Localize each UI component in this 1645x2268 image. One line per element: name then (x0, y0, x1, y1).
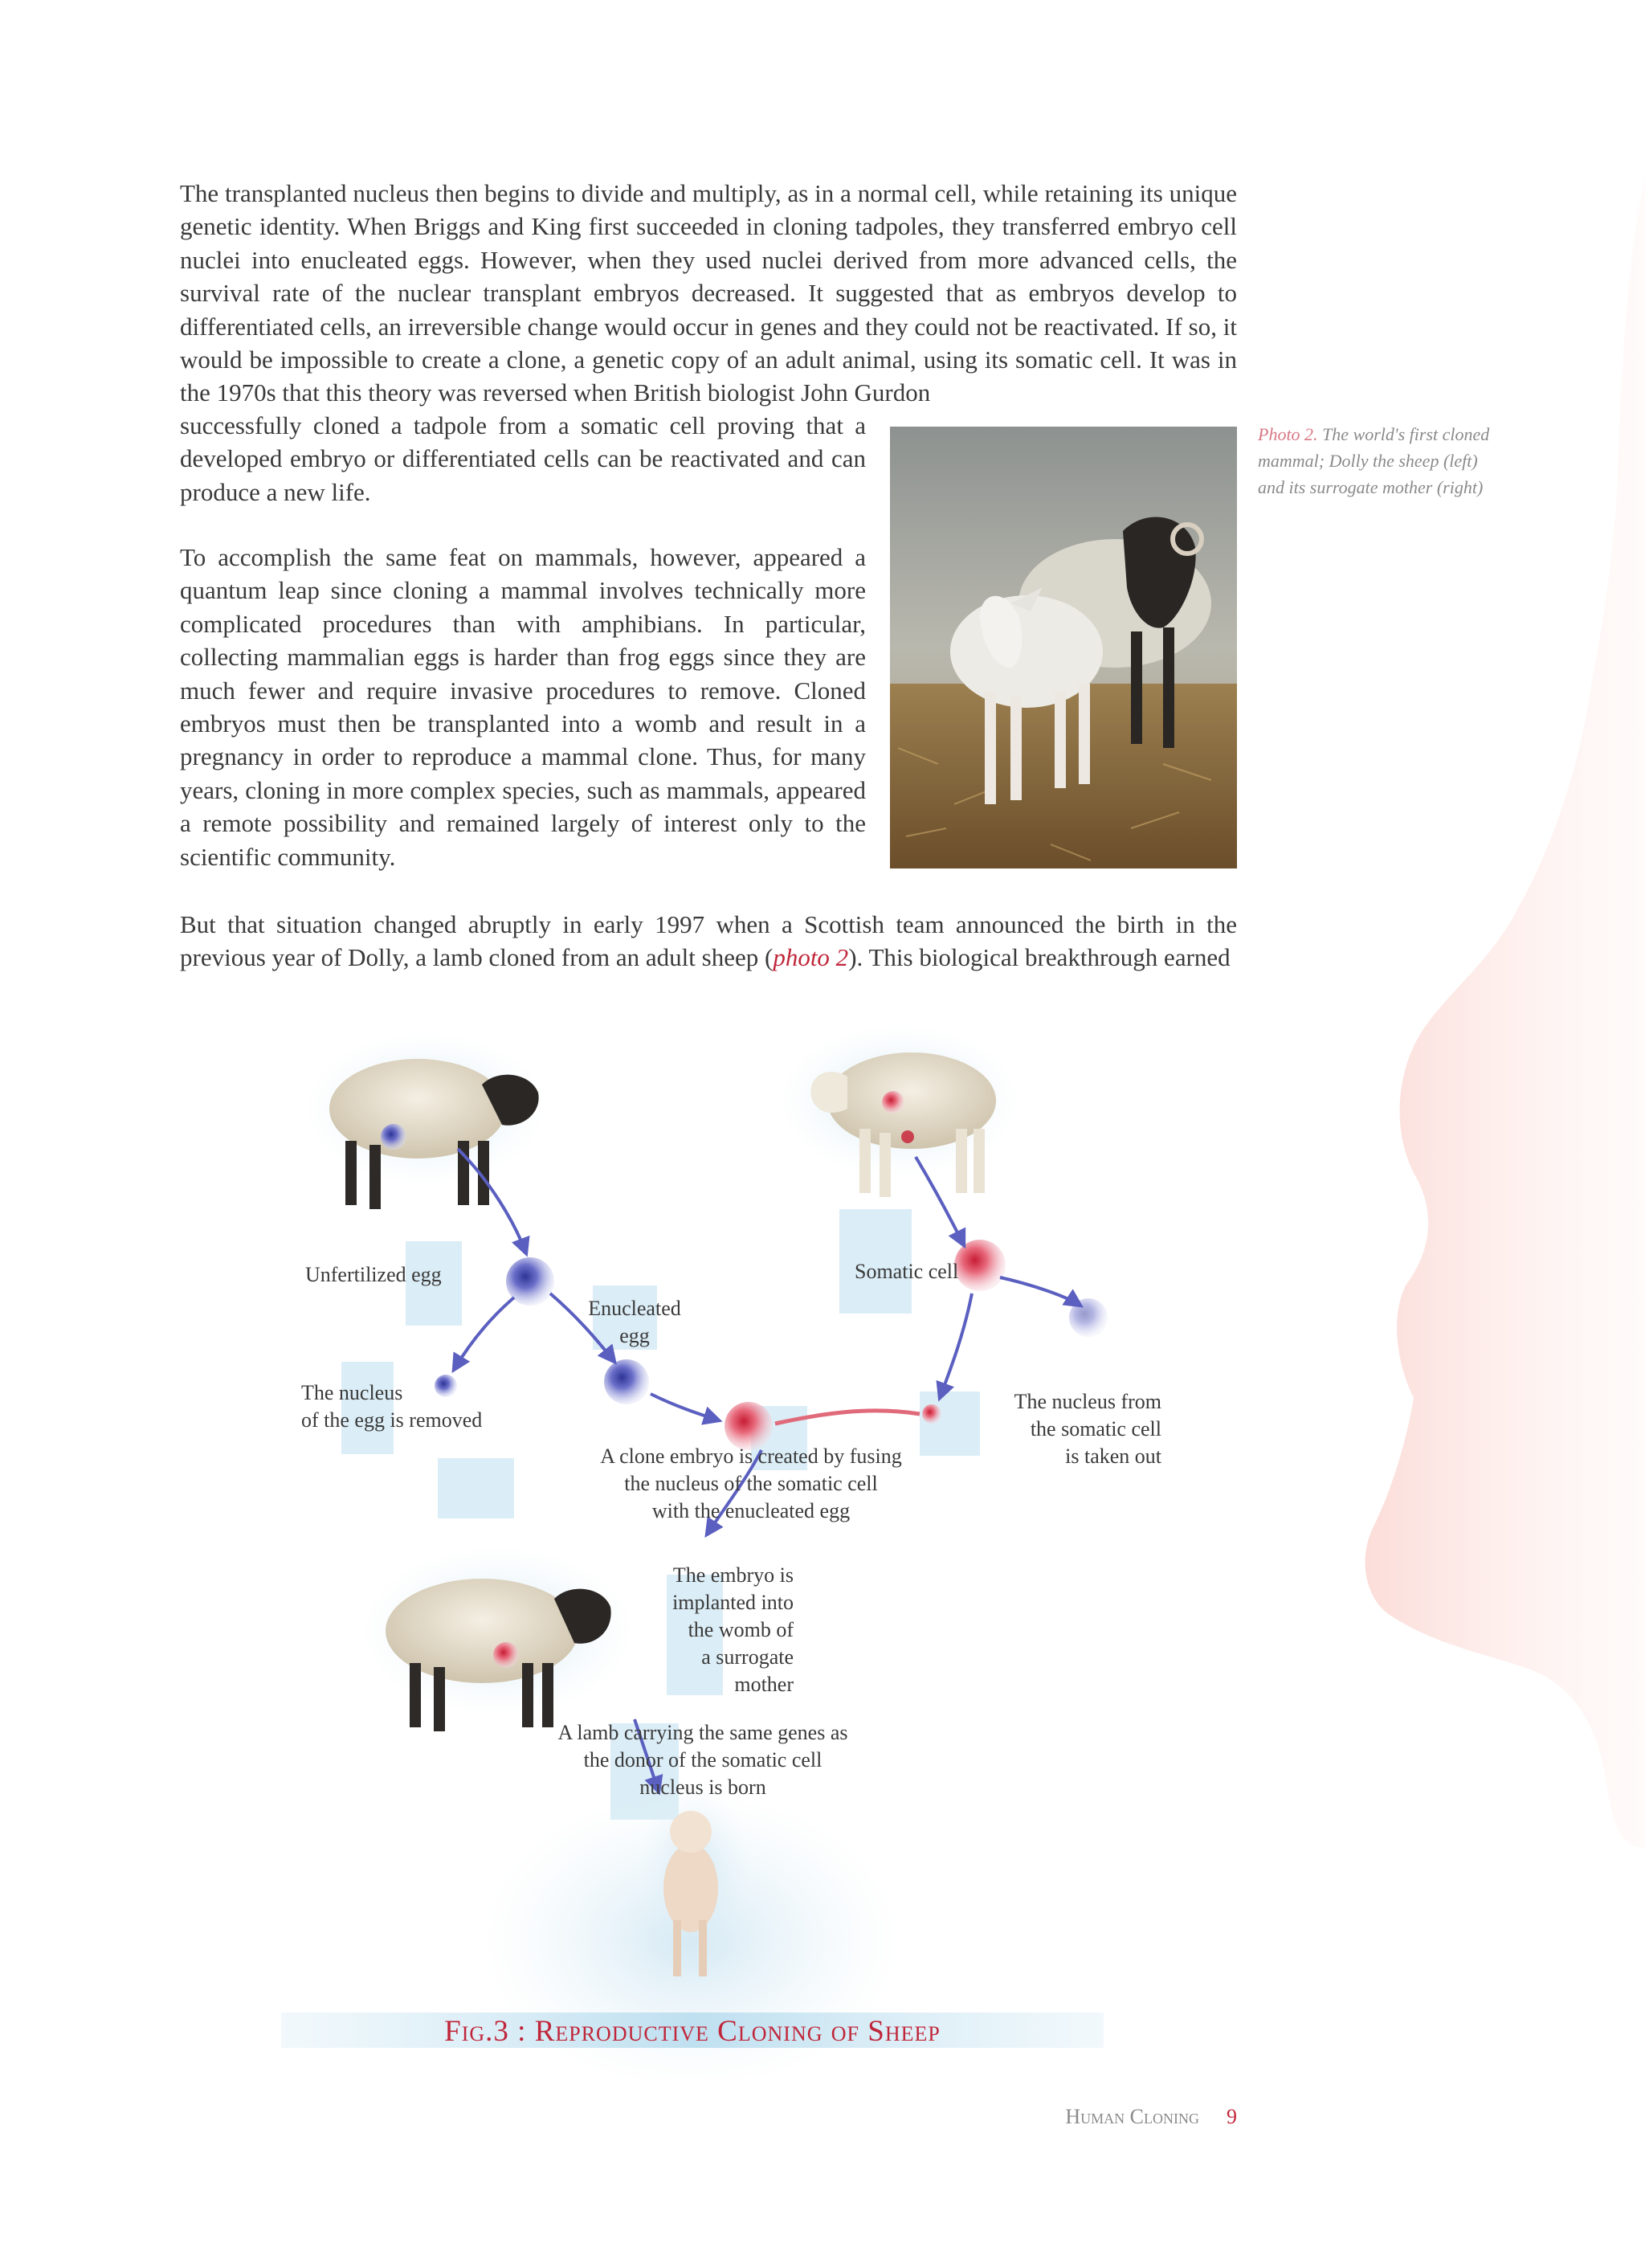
surrogate-mother-sheep (361, 1547, 635, 1731)
cloning-diagram (273, 1020, 1161, 2081)
label-enucleated-egg (578, 1295, 691, 1350)
label-clone-embryo-line1: A clone embryo is created by fusing (600, 1445, 902, 1468)
body-paragraph-3 (180, 908, 1237, 975)
label-clone-embryo (570, 1443, 932, 1525)
face-silhouette-decoration (1253, 0, 1645, 2268)
body-paragraph-1-continued: successfully cloned a tadpole from a somatic cell proving that a developed embryo or differentiated cells can be reactivated and can produce a new life. (180, 411, 866, 506)
somatic-donor-sheep (779, 1024, 1020, 1197)
somatic-cell (954, 1240, 1006, 1291)
cloning-diagram-graphic (273, 1020, 1157, 2081)
figure-title: Fig.3 : Reproductive Cloning of Sheep (444, 2015, 941, 2048)
somatic-nucleus-cell (922, 1404, 941, 1424)
label-embryo-implanted (594, 1562, 794, 1698)
label-nucleus-removed-line1: The nucleus (301, 1381, 403, 1404)
label-somatic-nucleus-line3: is taken out (1065, 1445, 1161, 1468)
label-somatic-cell: Somatic cell (855, 1260, 959, 1283)
footer-title: Human Cloning (1065, 2105, 1199, 2128)
p3-end-text: ). This biological breakthrough earned (848, 943, 1231, 972)
page-footer (948, 2105, 1237, 2129)
page-number: 9 (1227, 2105, 1237, 2128)
body-paragraph-2: To accomplish the same feat on mammals, however, appeared a quantum leap since cloning a mammal involves technically more complicated procedures than with amphibians. In particular, collecting mammalian eggs is harder than frog eggs since they are much fewer and require invasive procedures to remove. Cloned embryos must then be transplanted into a womb and result in a pregnancy in order to reproduce a mammal clone. Thus, for many years, cloning in more complex species, such as mammals, appeared a remote possibility and remained largely of interest only to the scientific community. (180, 543, 866, 871)
label-clone-embryo-line2: the nucleus of the somatic cell (624, 1472, 878, 1495)
photo-2-reference-link[interactable]: photo 2 (773, 943, 849, 972)
p3-start-text: But that situation changed abruptly in early 1997 when a Scottish team announced the birth in the previous year of Dolly, a lamb cloned from an adult sheep ( (180, 910, 1237, 972)
label-embryo-implanted-line3: the womb of (688, 1618, 794, 1641)
label-embryo-implanted-line5: mother (734, 1673, 794, 1696)
label-enucleated-egg-line1: Enucleated (588, 1297, 681, 1320)
photo-caption-text: The world's first cloned mammal; Dolly the sheep (left) and its surrogate mother (right) (1258, 424, 1490, 497)
photo-caption-label: Photo 2. (1258, 424, 1318, 444)
label-embryo-implanted-line4: a surrogate (701, 1645, 794, 1669)
label-somatic-nucleus (948, 1388, 1161, 1470)
enucleated-egg-cell (604, 1359, 649, 1404)
label-enucleated-egg-line2: egg (619, 1324, 650, 1347)
dolly-photo (890, 427, 1237, 868)
label-somatic-nucleus-line1: The nucleus from (1014, 1390, 1161, 1413)
label-nucleus-removed-line2: of the egg is removed (301, 1408, 483, 1432)
label-unfertilized-egg: Unfertilized egg (305, 1263, 442, 1286)
photo-caption (1258, 421, 1499, 501)
label-lamb-born-line1: A lamb carrying the same genes as (557, 1721, 848, 1744)
label-nucleus-removed (301, 1379, 482, 1434)
label-lamb-born-line3: nucleus is born (639, 1776, 766, 1799)
label-lamb-born-line2: the donor of the somatic cell (583, 1748, 822, 1771)
egg-donor-sheep (305, 1032, 546, 1209)
body-paragraph-1: The transplanted nucleus then begins to divide and multiply, as in a normal cell, while retaining its unique genetic identity. When Briggs and King first succeeded in cloning tadpoles, they transferred embryo cell nuclei into enucleated eggs. However, when they used nuclei derived from more advanced cells, the survival rate of the nuclear transplant embryos decreased. It suggested that as embryos develop to differentiated cells, an irreversible change would occur in genes and they could not be reactivated. If so, it would be impossible to create a clone, a genetic copy of an adult animal, using its somatic cell. It was in the 1970s that this theory was reversed when British biologist John Gurdon (180, 179, 1237, 407)
label-embryo-implanted-line1: The embryo is (672, 1563, 794, 1587)
label-somatic-nucleus-line2: the somatic cell (1030, 1417, 1161, 1440)
label-clone-embryo-line3: with the enucleated egg (651, 1499, 851, 1522)
label-lamb-born (522, 1719, 884, 1801)
label-embryo-implanted-line2: implanted into (672, 1591, 794, 1614)
